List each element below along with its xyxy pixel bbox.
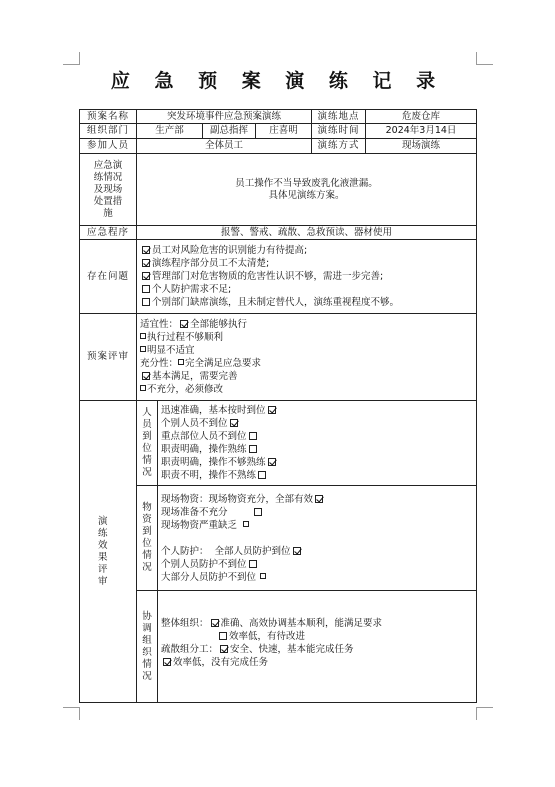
- personnel-text: 个别人员不到位: [161, 418, 228, 429]
- crop-mark: [63, 52, 80, 65]
- personnel-label-line: 情况: [142, 455, 152, 478]
- checkbox-empty-icon: [142, 285, 150, 293]
- checkbox-checked-icon: [230, 419, 238, 427]
- situation-content: [137, 154, 477, 226]
- small-checkbox-icon: [178, 359, 184, 365]
- sufficiency-checked-text: 基本满足，需要完善: [152, 371, 238, 382]
- participants-value: 全体员工: [137, 139, 312, 154]
- personnel-text: 迅速准确，基本按时到位: [161, 405, 266, 416]
- situation-line: 具体见演练方案。: [268, 189, 345, 201]
- checkbox-empty-icon: [249, 445, 257, 453]
- situation-label-line: 练情况: [93, 171, 123, 183]
- coordination-line: [161, 630, 473, 643]
- materials-line: [161, 493, 473, 506]
- coordination-content: [158, 591, 477, 703]
- materials-line: [161, 545, 473, 558]
- location-value: 危废仓库: [366, 110, 477, 124]
- row-personnel: [80, 401, 477, 486]
- option-text: 明显不适宜: [147, 345, 195, 356]
- checkbox-empty-icon: [258, 471, 266, 479]
- small-checkbox-icon: [140, 385, 146, 391]
- issue-item: [140, 270, 473, 283]
- personnel-text: 职责明确，操作不够熟练: [161, 457, 266, 468]
- materials-text: 现场物资严重缺乏: [161, 519, 238, 531]
- issue-text: 个人防护需求不足;: [152, 284, 232, 295]
- materials-text: 现场物资：现场物资充分，全部有效: [161, 493, 314, 505]
- checkbox-checked-icon: [142, 372, 150, 380]
- materials-text: 大部分人员防护不到位: [161, 571, 257, 583]
- checkbox-empty-icon: [254, 508, 262, 516]
- issue-text: 演练程序部分员工不太清楚;: [152, 258, 270, 269]
- time-value: 2024年3月14日: [366, 124, 477, 139]
- materials-line: [161, 571, 473, 584]
- checkbox-checked-icon: [163, 658, 171, 666]
- evaluation-label-char: 审: [98, 575, 108, 587]
- option-text: 不充分，必须修改: [147, 384, 224, 395]
- document-title: 应 急 预 案 演 练 记 录: [110, 70, 445, 92]
- evaluation-label-char: 评: [98, 563, 108, 575]
- personnel-text: 重点部位人员不到位: [161, 431, 247, 442]
- method-label: 演练方式: [312, 139, 366, 154]
- personnel-item: [161, 456, 473, 469]
- procedure-value: 报警、警戒、疏散、急救预读、器材使用: [137, 226, 477, 240]
- materials-label-line: 情况: [142, 550, 152, 573]
- checkbox-checked-icon: [142, 246, 150, 254]
- issues-label: 存在问题: [80, 240, 137, 314]
- situation-label-line: 及现场: [93, 183, 123, 195]
- personnel-item: [161, 443, 473, 456]
- materials-label-line: 到位: [142, 526, 152, 549]
- row-materials: [80, 486, 477, 591]
- situation-label-line: 处置措: [93, 195, 123, 207]
- option-text: 执行过程不够顺利: [147, 332, 224, 343]
- row-procedure: [80, 226, 477, 240]
- row-coordination: [80, 591, 477, 703]
- checkbox-checked-icon: [142, 272, 150, 280]
- coordination-line: [161, 617, 473, 630]
- overall-label: 整体组织：: [161, 618, 209, 629]
- sufficiency-option: [140, 383, 473, 396]
- dept-label: 组织部门: [80, 124, 137, 139]
- situation-label-line: 施: [103, 207, 113, 219]
- coordination-label-line: 协调: [142, 610, 152, 634]
- dept-value: 生产部: [137, 124, 203, 139]
- checkbox-checked-icon: [268, 406, 276, 414]
- coordination-line: [161, 643, 473, 656]
- evaluation-label-char: 练: [98, 527, 108, 539]
- row-participants: [80, 139, 477, 154]
- suitability-line: [140, 318, 473, 331]
- materials-text: 全部人员防护到位: [214, 545, 291, 557]
- issue-item: [140, 257, 473, 270]
- overall-option-text: 准确、高效协调基本顺利，能满足要求: [220, 618, 383, 629]
- personnel-item: [161, 404, 473, 417]
- small-checkbox-icon: [140, 333, 146, 339]
- materials-spacer: [161, 532, 473, 545]
- checkbox-empty-icon: [142, 298, 150, 306]
- location-label: 演练地点: [312, 110, 366, 124]
- row-issues: [80, 240, 477, 314]
- checkbox-checked-icon: [268, 458, 276, 466]
- small-checkbox-icon: [243, 521, 249, 527]
- issue-text: 个别部门缺席演练，且未制定替代人，演练重视程度不够。: [152, 297, 400, 308]
- row-plan-name: [80, 110, 477, 124]
- evac-option-text: 效率低，没有完成任务: [173, 657, 269, 668]
- issue-text: 管理部门对危害物质的危害性认识不够，需进一步完善;: [152, 271, 384, 282]
- option-text: 完全满足应急要求: [185, 358, 262, 369]
- procedure-label: 应急程序: [80, 226, 137, 240]
- situation-line: 员工操作不当导致废乳化液泄漏。: [235, 177, 378, 189]
- time-label: 演练时间: [312, 124, 366, 139]
- checkbox-checked-icon: [220, 645, 228, 653]
- issues-list: [137, 240, 477, 314]
- plan-name-label: 预案名称: [80, 110, 137, 124]
- suitability-option: [140, 344, 473, 357]
- evaluation-label-char: 果: [98, 551, 108, 563]
- sufficiency-checked-line: [140, 370, 473, 383]
- sufficiency-line: [140, 357, 473, 370]
- drill-record-table: [79, 109, 477, 703]
- evaluation-label-char: 演: [98, 515, 108, 527]
- commander-label: 副总指挥: [203, 124, 256, 139]
- participants-label: 参加人员: [80, 139, 137, 154]
- personnel-content: [158, 401, 477, 486]
- personnel-text: 职责明确，操作熟练: [161, 444, 247, 455]
- issue-item: [140, 244, 473, 257]
- checkbox-empty-icon: [249, 432, 257, 440]
- crop-mark: [476, 707, 493, 720]
- materials-text: 现场准备不充分: [161, 506, 228, 518]
- personnel-label: [137, 401, 158, 486]
- checkbox-checked-icon: [142, 259, 150, 267]
- evac-label: 疏散组分工：: [161, 644, 219, 655]
- checkbox-checked-icon: [211, 619, 219, 627]
- personnel-item: [161, 469, 473, 482]
- crop-mark: [476, 52, 493, 65]
- evaluation-label-char: 效: [98, 539, 108, 551]
- row-situation: [80, 154, 477, 226]
- suitability-checked-text: 全部能够执行: [190, 319, 248, 330]
- materials-line: [161, 506, 473, 519]
- method-value: 现场演练: [366, 139, 477, 154]
- personnel-label-line: 到位: [142, 431, 152, 454]
- personnel-item: [161, 430, 473, 443]
- checkbox-checked-icon: [315, 495, 323, 503]
- row-dept: [80, 124, 477, 139]
- crop-mark: [63, 707, 80, 720]
- overall-option-text: 效率低，有待改进: [229, 631, 306, 642]
- checkbox-checked-icon: [293, 547, 301, 555]
- plan-review-content: [137, 314, 477, 401]
- personnel-label-line: 人员: [142, 407, 152, 430]
- coordination-line: [161, 656, 473, 669]
- checkbox-checked-icon: [180, 320, 188, 328]
- materials-label-line: 物资: [142, 502, 152, 525]
- coordination-label: [137, 591, 158, 703]
- commander-value: 庄喜明: [256, 124, 312, 139]
- materials-line: [161, 558, 473, 571]
- materials-line: [161, 519, 473, 532]
- situation-label: [80, 154, 137, 226]
- small-checkbox-icon: [260, 573, 266, 579]
- coordination-label-line: 情况: [142, 658, 152, 682]
- plan-review-label: 预案评审: [80, 314, 137, 401]
- suitability-label: 适宜性：: [140, 319, 179, 330]
- checkbox-empty-icon: [249, 560, 257, 568]
- evac-option-text: 安全、快速，基本能完成任务: [230, 644, 354, 655]
- suitability-option: [140, 331, 473, 344]
- personnel-text: 职责不明，操作不熟练: [161, 470, 257, 481]
- row-plan-review: [80, 314, 477, 401]
- checkbox-empty-icon: [219, 632, 227, 640]
- situation-label-line: 应急演: [93, 159, 123, 171]
- plan-name-value: 突发环境事件应急预案演练: [137, 110, 312, 124]
- issue-item: [140, 283, 473, 296]
- issue-text: 员工对风险危害的识别能力有待提高;: [152, 245, 308, 256]
- coordination-label-line: 组织: [142, 634, 152, 658]
- issue-item: [140, 296, 473, 309]
- materials-content: [158, 486, 477, 591]
- evaluation-label: [80, 401, 137, 703]
- personnel-item: [161, 417, 473, 430]
- materials-label: [137, 486, 158, 591]
- materials-text: 个别人员防护不到位: [161, 558, 247, 570]
- materials-text: 个人防护：: [161, 545, 209, 557]
- sufficiency-label: 充分性：: [140, 358, 179, 369]
- small-checkbox-icon: [140, 346, 146, 352]
